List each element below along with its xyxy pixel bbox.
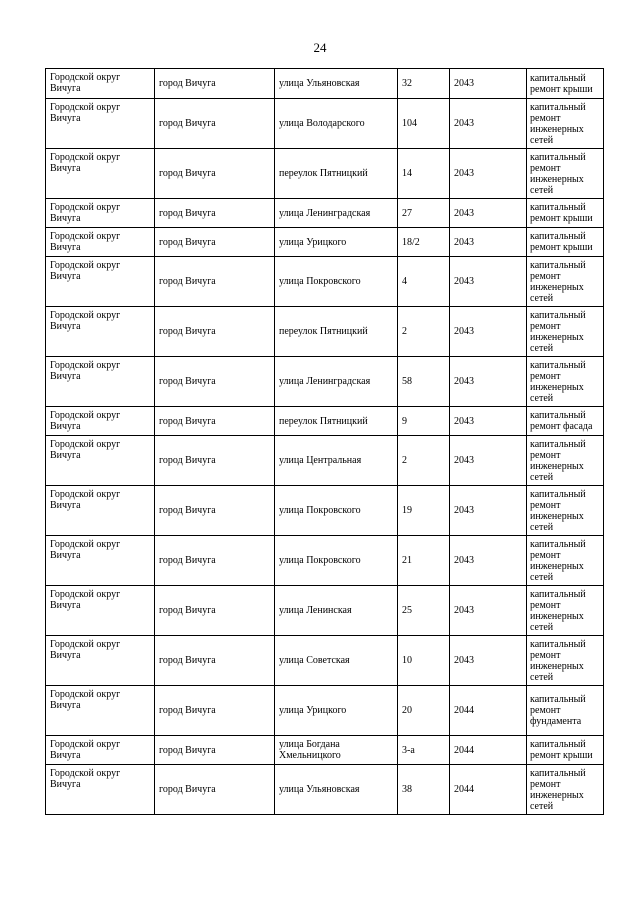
work-type-cell: капитальный ремонт инженерных сетей bbox=[527, 307, 604, 357]
work-type-cell: капитальный ремонт крыши bbox=[527, 69, 604, 99]
street-cell: улица Центральная bbox=[275, 436, 398, 486]
house-number-cell: 3-а bbox=[398, 736, 450, 765]
table-row bbox=[46, 99, 604, 149]
district-cell: Городской округ Вичуга bbox=[46, 736, 155, 765]
settlement-cell: город Вичуга bbox=[155, 69, 275, 99]
work-type-cell: капитальный ремонт инженерных сетей bbox=[527, 486, 604, 536]
work-type-cell: капитальный ремонт инженерных сетей bbox=[527, 149, 604, 199]
house-number-cell: 4 bbox=[398, 257, 450, 307]
table-row bbox=[46, 486, 604, 536]
settlement-cell: город Вичуга bbox=[155, 99, 275, 149]
house-number-cell: 21 bbox=[398, 536, 450, 586]
settlement-cell: город Вичуга bbox=[155, 228, 275, 257]
work-type-cell: капитальный ремонт крыши bbox=[527, 228, 604, 257]
house-number-cell: 58 bbox=[398, 357, 450, 407]
street-cell: улица Покровского bbox=[275, 257, 398, 307]
work-type-cell: капитальный ремонт фасада bbox=[527, 407, 604, 436]
work-type-cell: капитальный ремонт инженерных сетей bbox=[527, 357, 604, 407]
district-cell: Городской округ Вичуга bbox=[46, 99, 155, 149]
registry-table-body bbox=[46, 69, 604, 815]
year-cell: 2043 bbox=[450, 436, 527, 486]
house-number-cell: 32 bbox=[398, 69, 450, 99]
district-cell: Городской округ Вичуга bbox=[46, 307, 155, 357]
table-row bbox=[46, 636, 604, 686]
work-type-cell: капитальный ремонт инженерных сетей bbox=[527, 586, 604, 636]
table-row bbox=[46, 69, 604, 99]
settlement-cell: город Вичуга bbox=[155, 257, 275, 307]
district-cell: Городской округ Вичуга bbox=[46, 636, 155, 686]
table-row bbox=[46, 586, 604, 636]
street-cell: улица Ленинская bbox=[275, 586, 398, 636]
settlement-cell: город Вичуга bbox=[155, 686, 275, 736]
table-row bbox=[46, 536, 604, 586]
street-cell: улица Ленинградская bbox=[275, 199, 398, 228]
work-type-cell: капитальный ремонт инженерных сетей bbox=[527, 257, 604, 307]
house-number-cell: 9 bbox=[398, 407, 450, 436]
settlement-cell: город Вичуга bbox=[155, 357, 275, 407]
table-row bbox=[46, 257, 604, 307]
house-number-cell: 18/2 bbox=[398, 228, 450, 257]
settlement-cell: город Вичуга bbox=[155, 149, 275, 199]
street-cell: улица Советская bbox=[275, 636, 398, 686]
year-cell: 2043 bbox=[450, 407, 527, 436]
work-type-cell: капитальный ремонт инженерных сетей bbox=[527, 99, 604, 149]
settlement-cell: город Вичуга bbox=[155, 536, 275, 586]
year-cell: 2043 bbox=[450, 149, 527, 199]
work-type-cell: капитальный ремонт инженерных сетей bbox=[527, 636, 604, 686]
district-cell: Городской округ Вичуга bbox=[46, 357, 155, 407]
district-cell: Городской округ Вичуга bbox=[46, 436, 155, 486]
table-row bbox=[46, 736, 604, 765]
settlement-cell: город Вичуга bbox=[155, 636, 275, 686]
year-cell: 2043 bbox=[450, 199, 527, 228]
table-row bbox=[46, 149, 604, 199]
settlement-cell: город Вичуга bbox=[155, 307, 275, 357]
street-cell: переулок Пятницкий bbox=[275, 407, 398, 436]
registry-table bbox=[45, 68, 604, 815]
house-number-cell: 104 bbox=[398, 99, 450, 149]
settlement-cell: город Вичуга bbox=[155, 586, 275, 636]
year-cell: 2044 bbox=[450, 686, 527, 736]
house-number-cell: 20 bbox=[398, 686, 450, 736]
street-cell: улица Покровского bbox=[275, 486, 398, 536]
street-cell: улица Ленинградская bbox=[275, 357, 398, 407]
table-row bbox=[46, 199, 604, 228]
district-cell: Городской округ Вичуга bbox=[46, 199, 155, 228]
street-cell: улица Володарского bbox=[275, 99, 398, 149]
table-row bbox=[46, 686, 604, 736]
year-cell: 2043 bbox=[450, 307, 527, 357]
year-cell: 2043 bbox=[450, 69, 527, 99]
table-row bbox=[46, 436, 604, 486]
district-cell: Городской округ Вичуга bbox=[46, 586, 155, 636]
table-row bbox=[46, 228, 604, 257]
table-row bbox=[46, 407, 604, 436]
year-cell: 2043 bbox=[450, 536, 527, 586]
settlement-cell: город Вичуга bbox=[155, 736, 275, 765]
district-cell: Городской округ Вичуга bbox=[46, 486, 155, 536]
street-cell: переулок Пятницкий bbox=[275, 307, 398, 357]
year-cell: 2043 bbox=[450, 99, 527, 149]
table-row bbox=[46, 357, 604, 407]
house-number-cell: 38 bbox=[398, 765, 450, 815]
year-cell: 2043 bbox=[450, 486, 527, 536]
work-type-cell: капитальный ремонт фундамента bbox=[527, 686, 604, 736]
work-type-cell: капитальный ремонт инженерных сетей bbox=[527, 765, 604, 815]
house-number-cell: 27 bbox=[398, 199, 450, 228]
page-number: 24 bbox=[313, 40, 327, 55]
work-type-cell: капитальный ремонт крыши bbox=[527, 736, 604, 765]
work-type-cell: капитальный ремонт инженерных сетей bbox=[527, 536, 604, 586]
table-row bbox=[46, 765, 604, 815]
year-cell: 2043 bbox=[450, 228, 527, 257]
house-number-cell: 19 bbox=[398, 486, 450, 536]
year-cell: 2044 bbox=[450, 736, 527, 765]
street-cell: улица Урицкого bbox=[275, 686, 398, 736]
house-number-cell: 2 bbox=[398, 307, 450, 357]
settlement-cell: город Вичуга bbox=[155, 436, 275, 486]
settlement-cell: город Вичуга bbox=[155, 199, 275, 228]
street-cell: улица Покровского bbox=[275, 536, 398, 586]
year-cell: 2043 bbox=[450, 257, 527, 307]
district-cell: Городской округ Вичуга bbox=[46, 228, 155, 257]
house-number-cell: 14 bbox=[398, 149, 450, 199]
work-type-cell: капитальный ремонт крыши bbox=[527, 199, 604, 228]
year-cell: 2043 bbox=[450, 636, 527, 686]
district-cell: Городской округ Вичуга bbox=[46, 765, 155, 815]
house-number-cell: 2 bbox=[398, 436, 450, 486]
year-cell: 2043 bbox=[450, 357, 527, 407]
district-cell: Городской округ Вичуга bbox=[46, 257, 155, 307]
district-cell: Городской округ Вичуга bbox=[46, 686, 155, 736]
year-cell: 2043 bbox=[450, 586, 527, 636]
table-row bbox=[46, 307, 604, 357]
settlement-cell: город Вичуга bbox=[155, 486, 275, 536]
year-cell: 2044 bbox=[450, 765, 527, 815]
district-cell: Городской округ Вичуга bbox=[46, 149, 155, 199]
district-cell: Городской округ Вичуга bbox=[46, 536, 155, 586]
district-cell: Городской округ Вичуга bbox=[46, 407, 155, 436]
street-cell: улица Урицкого bbox=[275, 228, 398, 257]
house-number-cell: 10 bbox=[398, 636, 450, 686]
street-cell: переулок Пятницкий bbox=[275, 149, 398, 199]
settlement-cell: город Вичуга bbox=[155, 407, 275, 436]
street-cell: улица Богдана Хмельницкого bbox=[275, 736, 398, 765]
work-type-cell: капитальный ремонт инженерных сетей bbox=[527, 436, 604, 486]
settlement-cell: город Вичуга bbox=[155, 765, 275, 815]
house-number-cell: 25 bbox=[398, 586, 450, 636]
street-cell: улица Ульяновская bbox=[275, 69, 398, 99]
street-cell: улица Ульяновская bbox=[275, 765, 398, 815]
district-cell: Городской округ Вичуга bbox=[46, 69, 155, 99]
